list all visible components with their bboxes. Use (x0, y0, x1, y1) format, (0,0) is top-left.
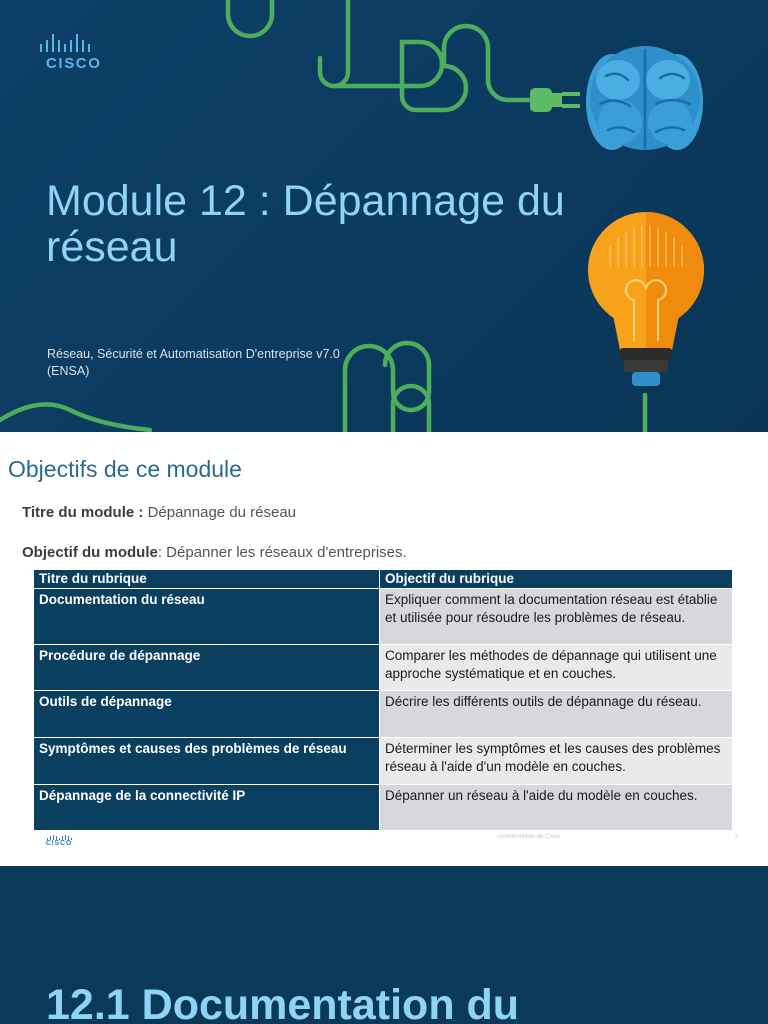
footer-confidential-text: confidentielles de Cisco (497, 834, 561, 840)
topic-objective: Dépanner un réseau à l'aide du modèle en couches. (380, 785, 733, 831)
table-header-row (34, 570, 733, 589)
topic-title: Outils de dépannage (34, 691, 380, 738)
topic-title: Dépannage de la connectivité IP (34, 785, 380, 831)
topic-title: Documentation du réseau (34, 589, 380, 645)
title-slide (0, 0, 768, 432)
cisco-logo-bars (40, 34, 110, 52)
cisco-logo-text: CISCO (46, 55, 102, 72)
footer-cisco-logo (44, 835, 74, 849)
table-row (34, 691, 733, 738)
table-row (34, 738, 733, 785)
section-slide (0, 866, 768, 1024)
topics-table (33, 569, 733, 831)
page-number: 2 (735, 834, 739, 840)
module-title-label: Titre du module : (22, 504, 144, 521)
module-title: Module 12 : Dépannage du réseau (46, 177, 565, 271)
topic-title: Procédure de dépannage (34, 645, 380, 691)
plug-icon (530, 88, 580, 112)
module-objective-line (22, 544, 407, 561)
table-header-topic: Titre du rubrique (34, 570, 380, 589)
topic-title: Symptômes et causes des problèmes de réseau (34, 738, 380, 785)
table-row (34, 785, 733, 831)
module-objective-label: Objectif du module (22, 544, 158, 561)
objectives-heading: Objectifs de ce module (8, 456, 242, 482)
cisco-logo (40, 34, 110, 72)
topic-objective: Comparer les méthodes de dépannage qui utilisent une approche systématique et en couches. (380, 645, 733, 691)
topic-objective: Décrire les différents outils de dépannage du réseau. (380, 691, 733, 738)
table-row (34, 589, 733, 645)
module-title-line (22, 504, 296, 521)
course-subtitle: Réseau, Sécurité et Automatisation D'entreprise v7.0 (ENSA) (47, 347, 340, 378)
topic-objective: Expliquer comment la documentation réseau est établie et utilisée pour résoudre les problèmes de réseau. (380, 589, 733, 645)
module-title-value: Dépannage du réseau (143, 504, 297, 521)
module-objective-value: : Dépanner les réseaux d'entreprises. (157, 544, 407, 561)
topic-objective: Déterminer les symptômes et les causes des problèmes réseau à l'aide d'un modèle en couches. (380, 738, 733, 785)
section-title: 12.1 Documentation du (46, 981, 520, 1024)
footer-logo-text: CISCO (45, 840, 73, 847)
table-header-objective: Objectif du rubrique (380, 570, 733, 589)
brain-icon (586, 46, 703, 150)
light-bulb-icon (588, 212, 704, 386)
table-row (34, 645, 733, 691)
objectives-slide (0, 432, 768, 866)
